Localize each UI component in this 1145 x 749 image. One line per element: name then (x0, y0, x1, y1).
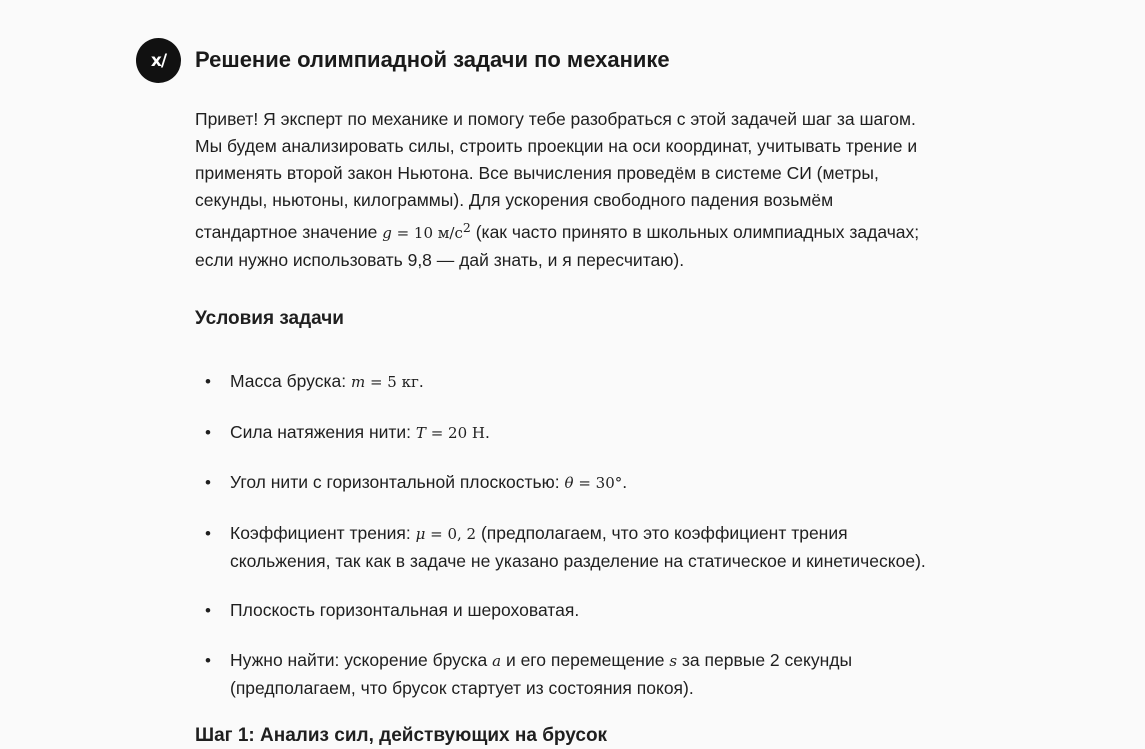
friction-note-2: скольжения, так как в задаче не указано разделение на статическое и кинетическое). (230, 550, 926, 571)
var-a: a (492, 651, 502, 670)
intro-line-2: Мы будем анализировать силы, строить проекции на оси координат, учитывать трение и (195, 136, 918, 156)
tension-formula (416, 424, 485, 442)
find-text-3: за первые 2 секунды (677, 649, 853, 670)
intro-line-1: Привет! Я эксперт по механике и помогу тебе разобраться с этой задачей шаг за шагом. (195, 109, 916, 129)
response-body (195, 106, 985, 724)
var-s: s (669, 651, 678, 670)
math-var-s (669, 652, 677, 670)
find-text-4: (предполагаем, что брусок стартует из состояния покоя). (230, 677, 694, 698)
angle-label: Угол нити с горизонтальной плоскостью: (230, 472, 565, 492)
response-title: Решение олимпиадной задачи по механике (195, 47, 670, 72)
mass-label: Масса бруска: (230, 371, 351, 391)
intro-line-5a: стандартное значение (195, 222, 383, 242)
bullet-icon: • (205, 523, 211, 543)
list-item (195, 520, 985, 575)
intro-line-5b: (как часто принято в школьных олимпиадных задачах; (470, 222, 920, 242)
math-gravity-value: = 10 м/с (391, 224, 463, 242)
gravity-formula (382, 220, 471, 242)
intro-line-4: секунды, ньютоны, килограммы). Для ускорения свободного падения возьмём (195, 190, 834, 210)
plane-description: Плоскость горизонтальная и шероховатая. (230, 600, 580, 620)
list-item (195, 647, 985, 702)
friction-label: Коэффициент трения: (230, 522, 416, 543)
bullet-icon: • (205, 650, 211, 670)
intro-line-6: если нужно использовать 9,8 — дай знать, и я пересчитаю). (195, 250, 685, 270)
assistant-avatar (136, 38, 181, 83)
step-1-heading: Шаг 1: Анализ сил, действующих на брусок (195, 725, 608, 746)
math-var-m: m (350, 373, 366, 391)
bullet-icon: • (205, 473, 211, 492)
angle-value: = 30° (573, 474, 623, 492)
conditions-heading: Условия задачи (195, 308, 344, 329)
list-item: • Угол нити с горизонтальной плоскостью: θ = 30°. (195, 469, 985, 497)
list-item (195, 597, 985, 624)
bullet-icon: • (205, 601, 211, 620)
find-text-2: и его перемещение (501, 649, 670, 670)
math-var-g: g (382, 224, 392, 242)
list-item: • Сила натяжения нити: T = 20 Н. (195, 419, 985, 447)
tension-value: = 20 Н (425, 423, 485, 442)
intro-line-3: применять второй закон Ньютона. Все вычисления проведём в системе СИ (метры, (195, 163, 879, 183)
avatar-logo: x/ (150, 50, 167, 71)
math-var-a (492, 652, 501, 670)
friction-value: = 0, 2 (425, 524, 477, 543)
math-var-t: T (415, 423, 426, 442)
bullet-icon: • (205, 422, 211, 442)
find-text-1: Нужно найти: ускорение бруска (230, 649, 493, 670)
conditions-list (195, 368, 985, 702)
math-var-theta: θ (564, 474, 574, 492)
friction-note-1: (предполагаем, что это коэффициент трения (476, 522, 848, 543)
tension-label: Сила натяжения нити: (230, 421, 416, 442)
mass-value: = 5 кг (365, 373, 419, 391)
intro-paragraph (195, 106, 985, 274)
bullet-icon: • (205, 372, 211, 391)
math-var-mu: μ (415, 524, 426, 543)
friction-formula (416, 525, 476, 543)
angle-formula (565, 474, 623, 492)
list-item: • Масса бруска: m = 5 кг. (195, 368, 985, 396)
mass-formula (351, 373, 419, 391)
math-superscript: 2 (462, 220, 471, 235)
